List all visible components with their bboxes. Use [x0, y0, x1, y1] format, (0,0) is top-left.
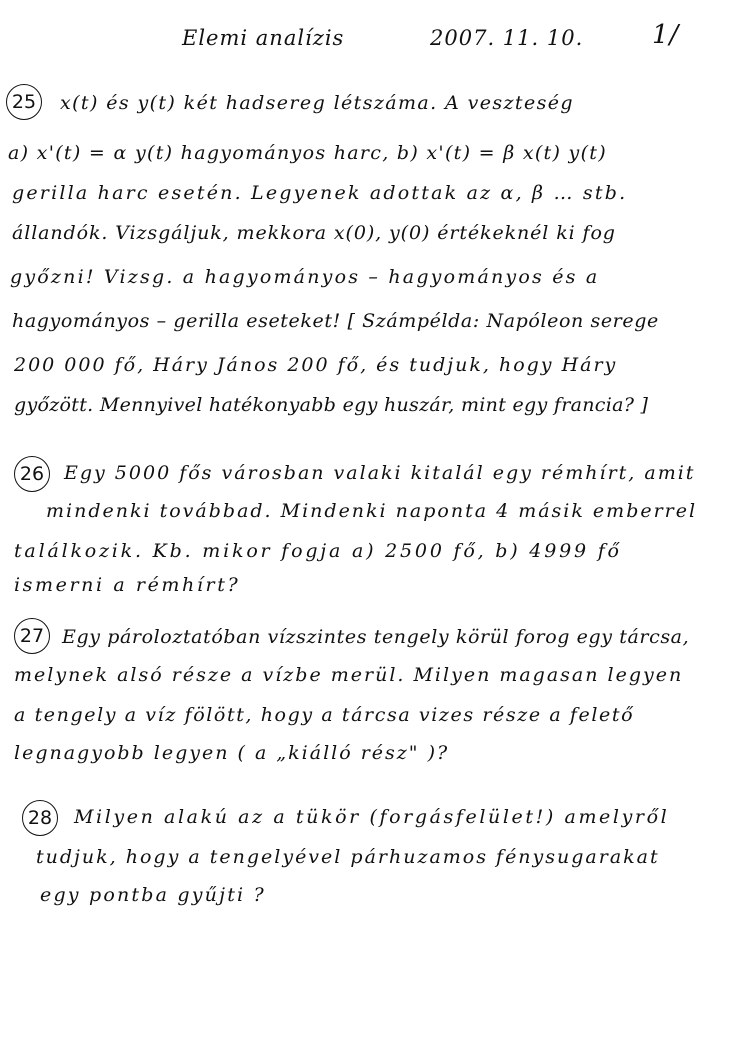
- problem-line: gerilla harc esetén. Legyenek adottak az α, β … stb.: [12, 182, 628, 204]
- problem-line: győzött. Mennyivel hatékonyabb egy huszár, mint egy francia? ]: [14, 394, 649, 416]
- problem-line: találkozik. Kb. mikor fogja a) 2500 fő, b) 4999 fő: [14, 540, 622, 562]
- problem-line: legnagyobb legyen ( a „kiálló rész" )?: [14, 742, 450, 764]
- problem-number-circle: 25: [6, 84, 42, 120]
- problem-line: Egy 5000 fős városban valaki kitalál egy rémhírt, amit: [64, 462, 696, 484]
- problem-number-circle: 26: [14, 456, 50, 492]
- problem-line: egy pontba gyűjti ?: [40, 884, 266, 906]
- page-number: 1/: [652, 20, 680, 50]
- problem-line: Milyen alakú az a tükör (forgásfelület!) amelyről: [74, 806, 670, 828]
- problem-line: állandók. Vizsgáljuk, mekkora x(0), y(0) értékeknél ki fog: [12, 222, 616, 244]
- problem-line: győzni! Vizsg. a hagyományos – hagyományos és a: [10, 266, 600, 288]
- problem-line: 200 000 fő, Háry János 200 fő, és tudjuk, hogy Háry: [14, 354, 618, 376]
- page-header: [0, 18, 750, 58]
- problem-number-circle: 28: [22, 800, 58, 836]
- problem-line: melynek alsó része a vízbe merül. Milyen magasan legyen: [14, 664, 684, 686]
- problem-line: ismerni a rémhírt?: [14, 574, 241, 596]
- problem-number-circle: 27: [14, 618, 50, 654]
- course-title: Elemi analízis: [182, 26, 345, 50]
- problem-line: hagyományos – gerilla eseteket! [ Számpélda: Napóleon serege: [12, 310, 659, 332]
- problem-line: tudjuk, hogy a tengelyével párhuzamos fénysugarakat: [36, 846, 660, 868]
- problem-line: a) x'(t) = α y(t) hagyományos harc, b) x'(t) = β x(t) y(t): [8, 142, 607, 164]
- problem-line: Egy pároloztatóban vízszintes tengely körül forog egy tárcsa,: [62, 626, 690, 648]
- problem-line: a tengely a víz fölött, hogy a tárcsa vizes része a felető: [14, 704, 635, 726]
- sheet-date: 2007. 11. 10.: [430, 26, 584, 50]
- problem-line: mindenki továbbad. Mindenki naponta 4 másik emberrel: [46, 500, 698, 522]
- problem-line: x(t) és y(t) két hadsereg létszáma. A veszteség: [60, 92, 574, 114]
